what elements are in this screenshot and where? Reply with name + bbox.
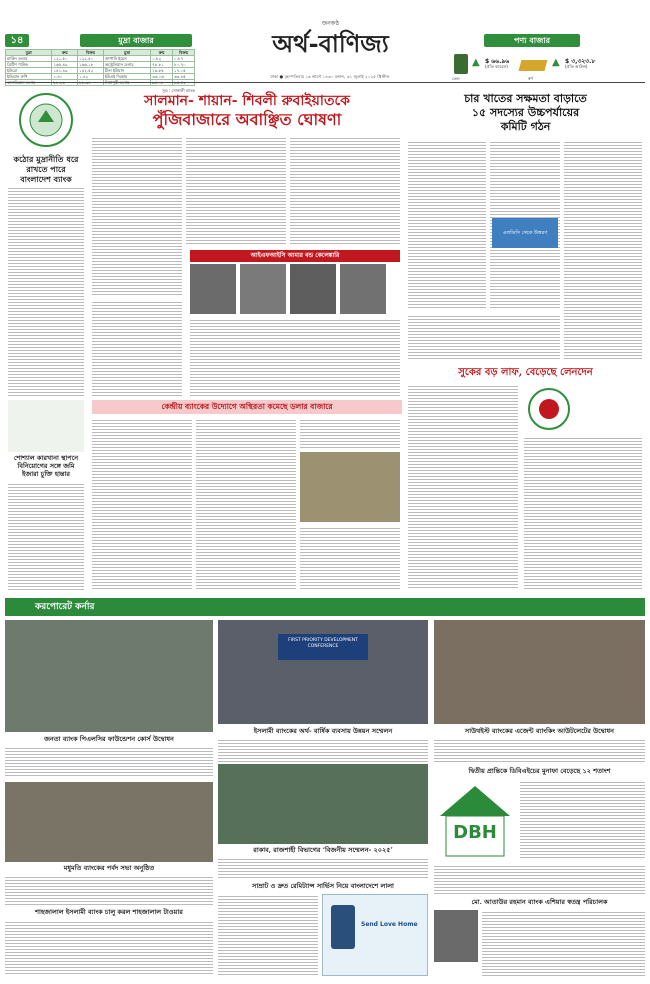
rakub-photo <box>218 764 428 844</box>
oil-barrel-icon <box>454 54 468 74</box>
corporate-section-title: করপোরেট কর্নার <box>35 602 95 612</box>
masthead-small: জনকণ্ঠ <box>321 20 340 27</box>
currency-col-header: বিক্রয় <box>173 50 195 56</box>
dbh-body <box>520 780 645 860</box>
currency-cell: ইউরো <box>6 68 52 74</box>
main-story-body-col1 <box>92 136 182 296</box>
janata-photo <box>5 620 213 732</box>
currency-col-header: ক্রয় <box>151 50 173 56</box>
modhumoti-photo <box>5 782 213 862</box>
currency-cell: ইন্ডিয়ান রুপি <box>6 74 52 80</box>
dateline: ঢাকা ● বৃহস্পতিবার ১৬ শ্রাবণ ১৪৩০ বঙ্গাব্দ, ৩১ জুলাই ২০২৫ খ্রিস্টাব্দ <box>270 74 390 79</box>
currency-cell: ১৭.০৫ <box>173 68 195 74</box>
dollar-notes-photo <box>300 452 400 522</box>
ataur-body <box>482 910 645 976</box>
commodity-section-label: পণ্য বাজার <box>484 34 580 47</box>
ifac-scam-label: আইএফআইসি আমার বন্ড কেলেঙ্কারি <box>190 250 400 262</box>
dbh-body-2 <box>434 864 645 894</box>
currency-col-header: মুদ্রা <box>6 50 52 56</box>
oil-unit: (প্রতি ব্যারেল) <box>485 64 508 69</box>
ldc-caption: এলডিসি থেকে উত্তরণ <box>502 230 548 236</box>
masthead-title: অর্থ-বাণিজ্য <box>272 29 389 58</box>
currency-cell: ১.৪০ <box>52 74 78 80</box>
currency-cell: ব্রিটিশ পাউন্ড <box>6 62 52 68</box>
modhumoti-headline: মধুমতি ব্যাংকের পর্বদ সভা অনুষ্ঠিত <box>63 864 155 872</box>
currency-col-header: ক্রয় <box>52 50 78 56</box>
janata-body <box>5 746 213 778</box>
right-top-headline: চার খাতের সক্ষমতা বাড়াতে ১৫ সদস্যের উচ্চপর্যায়ের কমিটি গঠন <box>464 92 587 133</box>
main-story-body-col4 <box>92 300 182 396</box>
main-banner <box>92 92 402 130</box>
dbh-logo <box>434 780 516 860</box>
central-bank-headline-bar <box>92 400 402 414</box>
currency-col-header: বিক্রয় <box>78 50 104 56</box>
right-top-body-col4 <box>408 314 560 360</box>
portrait-salman <box>190 264 236 314</box>
left-top-headline: কঠোর মুদ্রানীতি ধরে রাখতে পারে বাংলাদেশ ব্যাংক <box>13 154 79 184</box>
islami-body <box>218 738 428 762</box>
gold-up-arrow-icon: ▲ <box>552 57 560 68</box>
gold-unit: (প্রতি আউন্স) <box>565 64 588 69</box>
sukuk-body-col2 <box>524 436 642 590</box>
sukuk-logo <box>524 386 574 432</box>
currency-cell: ১৪২.৫২ <box>78 68 104 74</box>
currency-cell: জাপানি ইয়েন <box>103 56 150 62</box>
land-lease-logo <box>8 400 84 452</box>
main-story-body-col3 <box>290 136 400 246</box>
portrait-shibli <box>290 264 336 314</box>
dbh-headline: দ্বিতীয় প্রান্তিকে ডিবিএইচের মুনাফা বেড়েছে ১২ শতাংশ <box>468 767 611 775</box>
bangladesh-bank-logo <box>8 90 84 150</box>
central-bank-body-col3 <box>300 418 400 448</box>
main-story-body-col5 <box>190 318 400 396</box>
main-story-body-col2 <box>186 136 286 246</box>
currency-cell: ১৬৫.৪৯ <box>52 62 78 68</box>
sukuk-body-col1 <box>408 384 518 590</box>
left-top-body <box>8 186 84 396</box>
central-bank-headline: কেন্দ্রীয় ব্যাংকের উদ্যোগে অস্থিরতা কমেছে ডলার বাজারে <box>161 402 333 411</box>
currency-cell: ১২২.৫০ <box>78 56 104 62</box>
currency-cell: ১.৪২ <box>78 74 104 80</box>
portrait-fourth <box>340 264 386 314</box>
gold-price: $ ৩,৩২৩.৮ <box>565 58 596 65</box>
gold-bar-icon <box>519 60 548 71</box>
remittance-headline: সাম্রাট ও দ্রুত রেমিট্যান্স সার্ভিস নিয়ে বাংলাদেশে লালা <box>252 882 394 890</box>
page-number-badge: ১৪ <box>5 34 29 47</box>
right-top-body-col1 <box>408 140 486 310</box>
modhumoti-body <box>5 875 213 905</box>
islami-photo <box>218 620 428 724</box>
currency-cell: ১৬.৮৫ <box>151 68 173 74</box>
currency-cell: ১২১.৫০ <box>52 56 78 62</box>
header-divider <box>5 82 645 83</box>
main-banner-line1: সালমান- শায়ান- শিবলী রুবাইয়াতকে <box>144 93 350 109</box>
ataur-headline: মো. আতাউর রহমান ব্যাংক এশিয়ার স্বতন্ত্র পরিচালক <box>471 898 608 906</box>
phone-icon <box>331 905 355 949</box>
central-bank-body-col4 <box>300 526 400 590</box>
currency-table <box>5 49 195 95</box>
portrait-shayan <box>240 264 286 314</box>
southeast-photo <box>434 620 645 724</box>
currency-cell: ৮০.৭০ <box>173 62 195 68</box>
main-banner-line2: পুঁজিবাজারে অবাঞ্ছিত ঘোষণা <box>152 110 342 129</box>
gold-caption: স্বর্ণ <box>528 76 533 81</box>
currency-cell: চীনা ইউয়ান <box>103 68 150 74</box>
janata-headline: জনতা ব্যাংক পিএলসির ফাউন্ডেশন কোর্স উদ্বোধন <box>44 735 174 743</box>
currency-cell: ৩৩.০৬ <box>151 74 173 80</box>
currency-cell: ৭৮.৮১ <box>151 62 173 68</box>
ataur-portrait <box>434 910 478 962</box>
central-bank-body-col1 <box>92 418 192 590</box>
right-top-body-col3 <box>564 140 642 360</box>
currency-cell: ১৬৬.১৮ <box>78 62 104 68</box>
corporate-section-bar <box>5 598 645 616</box>
currency-cell: ০.৮৭ <box>173 56 195 62</box>
islami-headline: ইসলামী ব্যাংকের অর্থ- বার্ষিক ব্যবসায় উন্নয়ন সম্মেলন <box>253 727 393 735</box>
rakub-headline: রাকাব, রাজশাহী বিভাগের ‘বিজনীয় সম্মেলন- ২০২৫’ <box>253 846 393 854</box>
central-bank-body-col2 <box>196 418 296 590</box>
southeast-headline: সাউথইস্ট ব্যাংকের এজেন্ট ব্যাংকিং আউটলেটের উদ্বোধন <box>464 727 615 735</box>
conference-banner: FIRST PRIORITY DEVELOPMENT CONFERENCE <box>278 634 368 660</box>
left-bottom-body <box>8 482 84 590</box>
ldc-graphic <box>492 218 558 248</box>
currency-source: সূত্র : সোনালী ব্যাংক <box>162 88 195 93</box>
oil-up-arrow-icon: ▲ <box>472 57 480 68</box>
sukuk-headline: সুকের বড় লাফ, বেড়েছে লেনদেন <box>458 367 593 378</box>
send-love-home-ad <box>322 894 428 976</box>
currency-col-header: মুদ্রা <box>103 50 150 56</box>
remittance-body <box>218 894 318 976</box>
currency-cell: অস্ট্রেলিয়ান ডলার <box>103 62 150 68</box>
send-love-home-text: Send Love Home <box>361 921 418 928</box>
currency-cell: ০.৮২ <box>151 56 173 62</box>
rakub-body <box>218 857 428 879</box>
currency-section-label: মুদ্রা বাজার <box>80 34 192 47</box>
oil-price: $ ৬৬.৯৬ <box>485 58 510 65</box>
masthead <box>248 18 413 74</box>
left-bottom-headline: শোশ্যাল কারখানা স্থাপনে বিনিয়োগের সঙ্গে জমি ইজারা চুক্তি হান্তার <box>13 454 79 478</box>
dbh-logo-text: DBH <box>453 822 497 843</box>
currency-cell: ৩৩.৪৫ <box>173 74 195 80</box>
shahjalal-headline: শাহজালাল ইসলামী ব্যাংক চালু করল শাহজালাল টাওয়ার <box>35 908 183 916</box>
oil-caption: তেল <box>452 76 460 81</box>
currency-cell: মার্কিন ডলার <box>6 56 52 62</box>
currency-cell: ইউএই দিরহাম <box>103 74 150 80</box>
shahjalal-body <box>5 920 213 976</box>
currency-cell: ১৪১.৪৯ <box>52 68 78 74</box>
southeast-body <box>434 738 645 764</box>
